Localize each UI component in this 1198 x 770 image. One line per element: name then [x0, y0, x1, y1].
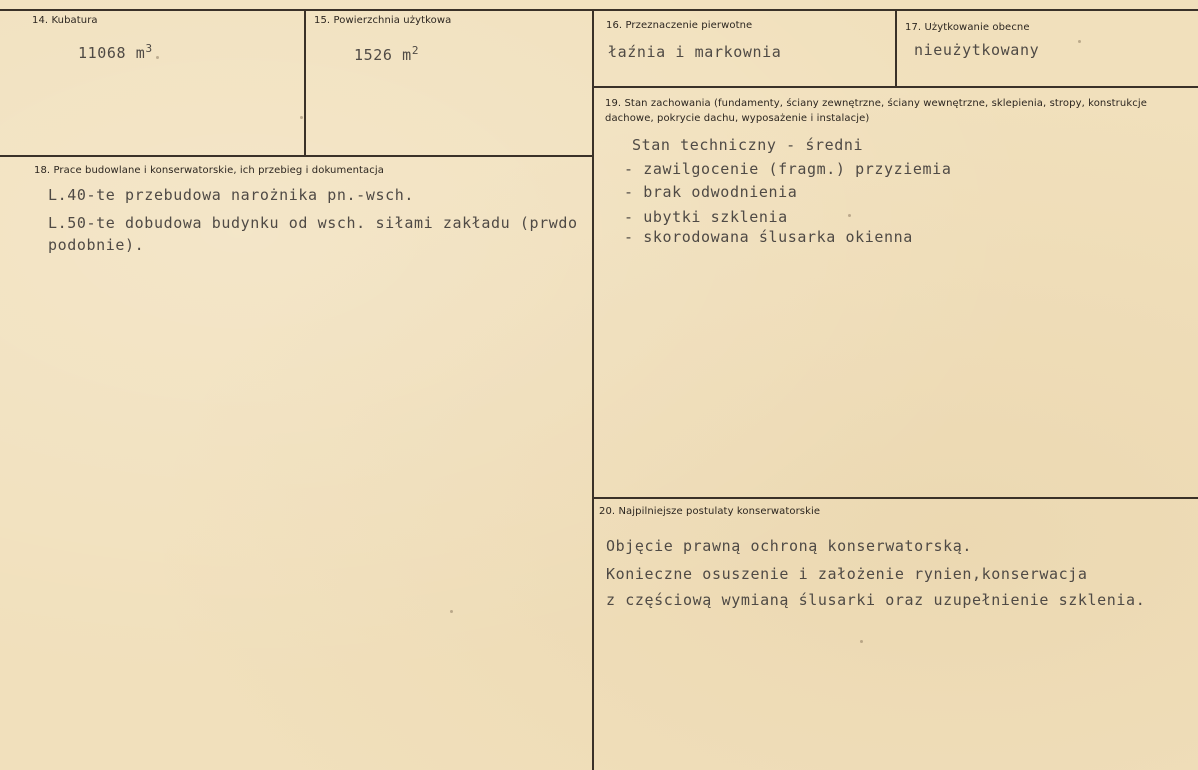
- paper-speck: [450, 610, 453, 613]
- field-20-line-3: z częściową wymianą ślusarki oraz uzupełnienie szklenia.: [606, 591, 1146, 609]
- field-15-number: 1526: [354, 46, 393, 64]
- field-17-value: nieużytkowany: [914, 41, 1040, 59]
- field-16-value: łaźnia i markownia: [608, 43, 782, 61]
- field-19-line-2: - zawilgocenie (fragm.) przyziemia: [624, 160, 952, 178]
- field-19-line-3: - brak odwodnienia: [624, 183, 798, 201]
- field-19-line-5: - skorodowana ślusarka okienna: [624, 228, 913, 246]
- field-15-unit-base: m: [402, 46, 412, 64]
- field-18-line-2: L.50-te dobudowa budynku od wsch. siłami zakładu (prwdo: [48, 214, 578, 232]
- field-19-label: 19. Stan zachowania (fundamenty, ściany zewnętrzne, ściany wewnętrzne, sklepienia, stropy, konstrukcje dachowe, pokrycie dachu, wyposażenie i instalacje): [605, 98, 1147, 124]
- field-14-number: 11068: [78, 44, 127, 62]
- row1-bottom-rule-left: [0, 155, 592, 157]
- field-18-line-1: L.40-te przebudowa narożnika pn.-wsch.: [48, 186, 414, 204]
- field-19-line-4: - ubytki szklenia: [624, 208, 788, 226]
- field-14-unit-base: m: [135, 44, 146, 62]
- paper-speck: [1078, 40, 1081, 43]
- paper-speck: [300, 116, 303, 119]
- paper-speck: [860, 640, 863, 643]
- field-15-unit-exp: 2: [411, 44, 420, 57]
- field-18-label: 18. Prace budowlane i konserwatorskie, ich przebieg i dokumentacja: [34, 165, 384, 176]
- field-20-label: 20. Najpilniejsze postulaty konserwatorskie: [599, 506, 821, 517]
- field-17-label: 17. Użytkowanie obecne: [905, 22, 1030, 33]
- field-14-label: 14. Kubatura: [32, 15, 98, 26]
- field-20-line-2: Konieczne osuszenie i założenie rynien,konserwacja: [606, 565, 1088, 583]
- field-20-line-1: Objęcie prawną ochroną konserwatorską.: [606, 537, 972, 555]
- field-16-label: 16. Przeznaczenie pierwotne: [606, 20, 753, 31]
- field-15-label: 15. Powierzchnia użytkowa: [314, 15, 452, 26]
- top-rule: [0, 9, 1198, 11]
- section20-top-rule: [592, 497, 1198, 499]
- field-19-line-1: Stan techniczny - średni: [632, 136, 864, 154]
- divider-16-17: [895, 9, 897, 87]
- paper-speck: [848, 214, 851, 217]
- field-18-line-3: podobnie).: [48, 236, 145, 254]
- field-14-unit: [136, 44, 153, 62]
- field-14-unit-exp: 3: [145, 42, 153, 55]
- field-15-unit: [402, 46, 419, 64]
- field-15-value: [354, 44, 419, 64]
- divider-15-16: [592, 9, 594, 770]
- divider-14-15: [304, 9, 306, 156]
- field-14-value: [78, 42, 153, 62]
- paper-speck: [156, 56, 159, 59]
